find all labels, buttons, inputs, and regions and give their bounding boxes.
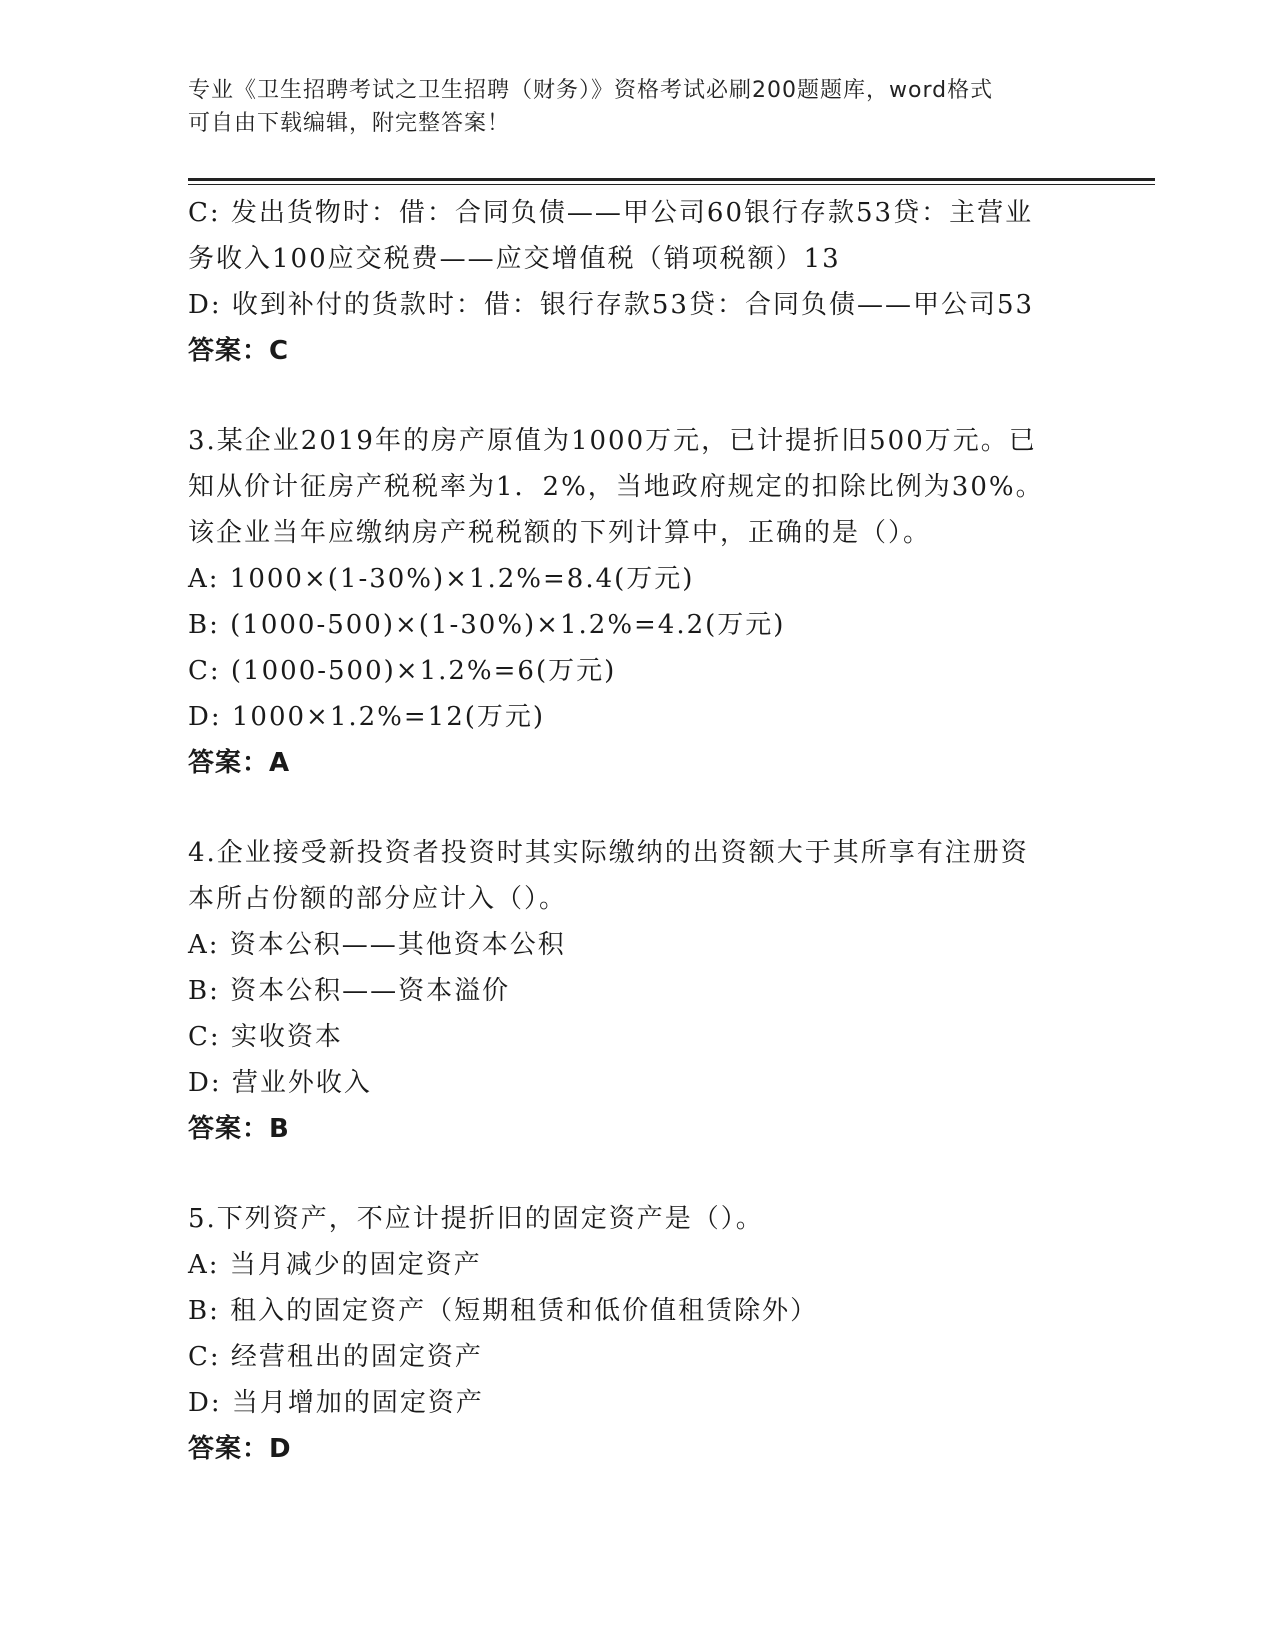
question-line: D: 1000×1.2%=12(万元) — [188, 702, 546, 732]
question-block — [188, 830, 1088, 1152]
question-line: 本所占份额的部分应计入（）。 — [188, 884, 568, 914]
question-line: C: 发出货物时：借：合同负债——甲公司60银行存款53贷：主营业 — [188, 198, 1034, 228]
question-block — [188, 190, 1088, 374]
question-line: D: 营业外收入 — [188, 1068, 372, 1098]
answer-line: 答案：D — [188, 1434, 292, 1464]
question-line: A: 1000×(1-30%)×1.2%=8.4(万元) — [188, 564, 695, 594]
question-line: C: 实收资本 — [188, 1022, 343, 1052]
header-line-2: 可自由下载编辑，附完整答案！ — [188, 111, 511, 136]
question-line: A: 资本公积——其他资本公积 — [188, 930, 566, 960]
answer-line: 答案：A — [188, 748, 291, 778]
question-line: 务收入100应交税费——应交增值税（销项税额）13 — [188, 244, 841, 274]
document-header — [188, 74, 1088, 140]
question-line: C: (1000-500)×1.2%=6(万元) — [188, 656, 617, 686]
question-line: B: (1000-500)×(1-30%)×1.2%=4.2(万元) — [188, 610, 786, 640]
question-line: 该企业当年应缴纳房产税税额的下列计算中，正确的是（）。 — [188, 518, 932, 548]
block-gap — [188, 786, 1088, 830]
header-divider-thick — [188, 178, 1155, 181]
question-line: 知从价计征房产税税率为1．2%，当地政府规定的扣除比例为30%。 — [188, 472, 1044, 502]
question-line: 3.某企业2019年的房产原值为1000万元，已计提折旧500万元。已 — [188, 426, 1037, 456]
question-block — [188, 418, 1088, 786]
question-line: B: 租入的固定资产（短期租赁和低价值租赁除外） — [188, 1296, 819, 1326]
question-line: 5.下列资产，不应计提折旧的固定资产是（）。 — [188, 1204, 764, 1234]
question-list — [188, 190, 1088, 1472]
block-gap — [188, 374, 1088, 418]
question-block — [188, 1196, 1088, 1472]
question-line: A: 当月减少的固定资产 — [188, 1250, 482, 1280]
header-divider-thin — [188, 184, 1155, 185]
header-line-1: 专业《卫生招聘考试之卫生招聘（财务）》资格考试必刷200题题库，word格式 — [188, 78, 994, 103]
question-line: 4.企业接受新投资者投资时其实际缴纳的出资额大于其所享有注册资 — [188, 838, 1029, 868]
question-line: D: 收到补付的货款时：借：银行存款53贷：合同负债——甲公司53 — [188, 290, 1035, 320]
question-line: C: 经营租出的固定资产 — [188, 1342, 483, 1372]
answer-line: 答案：C — [188, 336, 290, 366]
question-line: B: 资本公积——资本溢价 — [188, 976, 511, 1006]
question-line: D: 当月增加的固定资产 — [188, 1388, 484, 1418]
answer-line: 答案：B — [188, 1114, 290, 1144]
block-gap — [188, 1152, 1088, 1196]
